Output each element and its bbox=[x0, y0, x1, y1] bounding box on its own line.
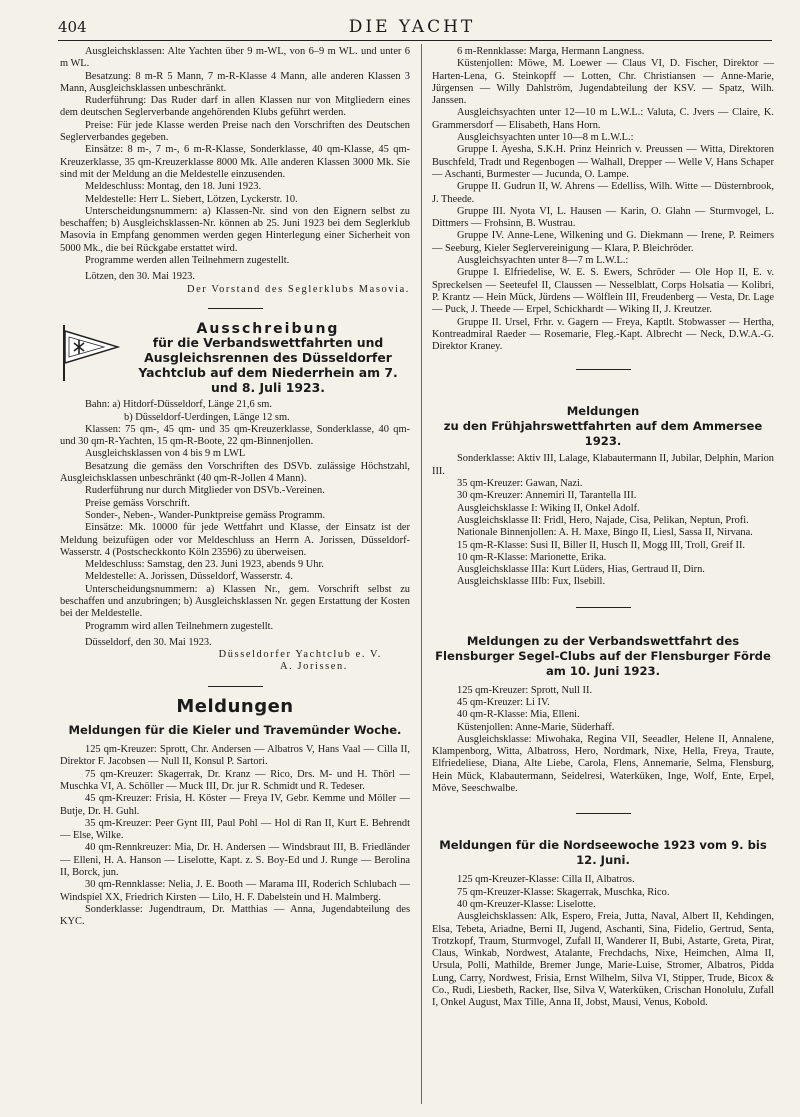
club-pennant-icon bbox=[60, 323, 120, 381]
paragraph: 6 m-Rennklasse: Marga, Hermann Langness. bbox=[457, 46, 645, 57]
paragraph: Einsätze: 8 m-, 7 m-, 6 m-R-Klasse, Sonderklasse, 40 qm-Klasse, 45 qm-Kreuzerklasse, 35 qm-Kreuzerklasse 8000 Mk. Alle anderen Klassen 3000 Mk. Sie sind mit der Meldung an die Meldestelle einzusenden. bbox=[60, 144, 410, 180]
paragraph: Besatzung: 8 m-R 5 Mann, 7 m-R-Klasse 4 Mann, alle anderen Klassen 3 Mann, Ausgleichsklassen unbeschränkt. bbox=[60, 70, 410, 94]
date-line: Düsseldorf, den 30. Mai 1923. bbox=[85, 636, 212, 648]
paragraph: Programm wird allen Teilnehmern zugestellt. bbox=[85, 620, 274, 632]
paragraph: Gruppe II. Ursel, Frhr. v. Gagern — Freya, Kaptlt. Stobwasser — Hertha, Kontreadmiral Raeder — Rosemarie, Fleg.-Kapt. Albrecht — Neck, D.W.A.-G. Direktor Kraney. bbox=[432, 316, 774, 353]
page-number: 404 bbox=[58, 18, 87, 36]
paragraph: Ruderführung: Das Ruder darf in allen Klassen nur von Mitgliedern eines dem deutschen Seglerverbande angehörenden Klubs geführt werden. bbox=[60, 95, 410, 119]
separator-rule bbox=[576, 369, 631, 370]
paragraph: 40 qm-Kreuzer-Klasse: Liselotte. bbox=[457, 898, 596, 910]
paragraph: Meldestelle: A. Jorissen, Düsseldorf, Wasserstr. 4. bbox=[85, 571, 293, 583]
paragraph: Sonderklasse: Jugendtraum, Dr. Matthias — Anna, Jugendabteilung des KYC. bbox=[60, 903, 410, 928]
paragraph: Besatzung die gemäss den Vorschriften des DSVb. zulässige Höchstzahl, Ausgleichsklassen unbeschränkt (40 qm-R-Jollen 4 Mann). bbox=[60, 460, 410, 485]
header-rule bbox=[58, 40, 772, 41]
paragraph: Küstenjollen: Möwe, M. Loewer — Claus VI, D. Fischer, Direktor — Harten-Lena, G. Steinkopff — Lotten, Chr. Christiansen — Anne-Marie, Jürgensen — Willy Dahlström, Jugendabteilung der KSV. — Spatz, Wilh. Janssen. bbox=[432, 58, 774, 107]
paragraph: Ruderführung nur durch Mitglieder von DSVb.-Vereinen. bbox=[85, 485, 325, 497]
paragraph: Meldeschluss: Montag, den 18. Juni 1923. bbox=[85, 181, 262, 193]
paragraph: 125 qm-Kreuzer: Sprott, Null II. bbox=[457, 684, 593, 696]
page-header bbox=[58, 18, 766, 40]
paragraph: Sonderklasse: Aktiv III, Lalage, Klabautermann II, Jubilar, Delphin, Marion III. bbox=[432, 453, 774, 477]
paragraph: Ausgleichsklassen von 4 bis 9 m LWL bbox=[85, 448, 246, 460]
running-title: DIE YACHT bbox=[348, 17, 476, 37]
paragraph: b) Düsseldorf-Uerdingen, Länge 12 sm. bbox=[124, 411, 290, 423]
date-line: Lötzen, den 30. Mai 1923. bbox=[85, 271, 195, 283]
paragraph: 45 qm-Kreuzer: Frisia, H. Köster — Freya IV, Gebr. Kemme und Möller — Butje, Dr. H. Guhl. bbox=[60, 793, 410, 817]
paragraph: 45 qm-Kreuzer: Li IV. bbox=[457, 696, 550, 708]
section-title: Meldungen für die Nordseewoche 1923 vom 9. bis 12. Juni. bbox=[439, 838, 767, 868]
separator-rule bbox=[208, 686, 263, 687]
section-title: Meldungen bbox=[566, 404, 640, 419]
paragraph: Gruppe II. Gudrun II, W. Ahrens — Edelliss, Wilh. Witte — Düsternbrook, J. Theede. bbox=[432, 181, 774, 205]
paragraph: Meldeschluss: Samstag, den 23. Juni 1923, abends 9 Uhr. bbox=[85, 559, 324, 571]
paragraph: Gruppe IV. Anne-Lene, Wilkening und G. Diekmann — Irene, P. Reimers — Seeburg, Kieler Seglervereinigung — Klara, P. Bleichröder. bbox=[432, 230, 774, 254]
paragraph: Ausgleichsyachten unter 12—10 m L.W.L.: Valuta, C. Jvers — Claire, K. Grammersdorf — Elisabeth, Hans Horn. bbox=[432, 107, 774, 131]
paragraph: Ausgleichsklasse: Miwohaka, Regina VII, Seeadler, Helene II, Annalene, Klampenborg, Witta, Albatross, Hero, Nordmark, Nixe, Hella, Freya, Traute, Elfriedeliese, Diana, Alte Liebe, Carola, Flens, Annemarie, Selma, Flensburg, Hein Mück, Klabautermann, Seidelresi, Waterküken, Inge, Wolf, Ente, Erpel, Möve, Seeschwalbe. bbox=[432, 733, 774, 795]
paragraph: Bahn: a) Hitdorf-Düsseldorf, Länge 21,6 sm. bbox=[85, 399, 272, 411]
paragraph: 75 qm-Kreuzer: Skagerrak, Dr. Kranz — Rico, Drs. M- und H. Thörl — Muschka VI, A. Schöller — Muck III, Dr. jur R. Schmidt und R. Tedeser. bbox=[60, 768, 410, 792]
paragraph: Gruppe I. Elfriedelise, W. E. S. Ewers, Schröder — Ole Hop II, E. v. Spreckelsen — Seeteufel II, Claussen — Nesselblatt, Corps Holsatia — Kolibri, P. Krantz — Hein Mück, Jürdens — Wölflein III, Freudenberg — Vesta, Dr. Lage — Puck, J. Theede — Erpel, Schickhardt — Wiking II, J. Kreutzer. bbox=[432, 267, 774, 316]
section-title: Meldungen bbox=[176, 695, 294, 717]
paragraph: 125 qm-Kreuzer: Sprott, Chr. Andersen — Albatros V, Hans Vaal — Cilla II, Direktor F. Jacobsen — Null II, Konsul P. Sartori. bbox=[60, 744, 410, 768]
section-subtitle: Meldungen für die Kieler und Travemünder Woche. bbox=[68, 723, 402, 738]
paragraph: Preise: Für jede Klasse werden Preise nach den Vorschriften des Deutschen Seglerverbandes gegeben. bbox=[60, 119, 410, 144]
paragraph: Ausgleichsklasse II: Fridl, Hero, Najade, Cisa, Pelikan, Neptun, Profi. bbox=[457, 514, 749, 526]
paragraph: Ausgleichsklasse IIIb: Fux, Ilsebill. bbox=[457, 576, 606, 588]
paragraph: Programme werden allen Teilnehmern zugestellt. bbox=[85, 255, 290, 267]
section-subtitle: zu den Frühjahrswettfahrten auf dem Ammersee 1923. bbox=[443, 419, 763, 449]
section-title: Meldungen zu der Verbandswettfahrt des Flensburger Segel-Clubs auf der Flensburger Förde am 10. Juni 1923. bbox=[435, 633, 771, 678]
paragraph: 125 qm-Kreuzer-Klasse: Cilla II, Albatros. bbox=[457, 874, 635, 886]
paragraph: Gruppe I. Ayesha, S.K.H. Prinz Heinrich v. Preussen — Witta, Direktoren Buschfeld, Tradt und Regenbogen — Walhall, Drepper — Welle V, Hans Schaper — Aschanti, Burmester — Jucunda, O. Lampe. bbox=[432, 144, 774, 180]
right-column bbox=[432, 46, 774, 1010]
paragraph: 15 qm-R-Klasse: Susi II, Biller II, Husch II, Mogg III, Troll, Greif II. bbox=[457, 539, 746, 551]
paragraph: Ausgleichsklasse I: Wiking II, Onkel Adolf. bbox=[457, 502, 640, 514]
section-subtitle: für die Verbandswettfahrten und Ausgleichsrennen des Düsseldorfer Yachtclub auf dem Niederrhein am 7. und 8. Juli 1923. bbox=[138, 335, 398, 396]
paragraph: Unterscheidungsnummern: a) Klassen-Nr. sind von den Eignern selbst zu beschaffen; b) Ausgleichsklassen-Nr. können ab 25. Juni 1923 bei dem Seglerklub Masovia in Empfang genommen werden gegen Hinterlegung einer Sicherheit von 5000 Mk., die bei Rückgabe erstattet wird. bbox=[60, 205, 410, 254]
paragraph: Nationale Binnenjollen: A. H. Maxe, Bingo II, Liesl, Sassa II, Nirvana. bbox=[457, 527, 753, 539]
column-rule bbox=[421, 44, 422, 1104]
paragraph: Sonder-, Neben-, Wander-Punktpreise gemäss Programm. bbox=[85, 509, 326, 521]
separator-rule bbox=[576, 607, 631, 608]
ausschreibung-heading bbox=[60, 320, 410, 396]
separator-rule bbox=[208, 308, 263, 309]
paragraph: Ausgleichsyachten unter 10—8 m L.W.L.: bbox=[457, 132, 634, 144]
signature: A. Jorissen. bbox=[280, 661, 348, 673]
left-column bbox=[60, 46, 410, 929]
paragraph: Küstenjollen: Anne-Marie, Süderhaff. bbox=[457, 721, 615, 733]
paragraph: Ausgleichsklasse IIIa: Kurt Lüders, Hias, Gertraud II, Dirn. bbox=[457, 564, 705, 576]
paragraph: 35 qm-Kreuzer: Peer Gynt III, Paul Pohl — Hol di Ran II, Kurt E. Behrendt — Else, Wilke. bbox=[60, 817, 410, 842]
paragraph: 75 qm-Kreuzer-Klasse: Skagerrak, Muschka, Rico. bbox=[457, 886, 670, 898]
paragraph: Einsätze: Mk. 10000 für jede Wettfahrt und Klasse, der Einsatz ist der Meldung beizufügen oder vor Meldeschluss an Herrn A. Jorissen, Düsseldorf-Wasserstr. 4 (Postscheckkonto Köln 23596) zu überweisen. bbox=[60, 522, 410, 558]
paragraph: 35 qm-Kreuzer: Gawan, Nazi. bbox=[457, 478, 583, 490]
paragraph: Unterscheidungsnummern: a) Klassen Nr., gem. Vorschrift selbst zu beschaffen und anzubringen; b) Ausgleichsklassen Nr. gegen Erstattung der Kosten bei der Meldestelle. bbox=[60, 583, 410, 620]
paragraph: Klassen: 75 qm-, 45 qm- und 35 qm-Kreuzerklasse, Sonderklasse, 40 qm- und 30 qm-R-Yachten, 15 qm-R-Boote, 22 qm-Binnenjollen. bbox=[60, 423, 410, 448]
signature: Düsseldorfer Yachtclub e. V. bbox=[218, 649, 382, 661]
paragraph: Meldestelle: Herr L. Siebert, Lötzen, Lyckerstr. 10. bbox=[85, 193, 298, 205]
paragraph: 30 qm-Rennklasse: Nelia, J. E. Booth — Marama III, Roderich Schlubach — Windspiel XX, Friedrich Kirsten — Lilo, H. F. Dabelstein und H. Malmberg. bbox=[60, 879, 410, 903]
paragraph: Gruppe III. Nyota VI, L. Hausen — Karin, O. Glahn — Sturmvogel, L. Dittmers — Frohsinn, B. Wustrau. bbox=[432, 205, 774, 230]
paragraph: Ausgleichsklassen: Alte Yachten über 9 m-WL, von 6–9 m WL. und unter 6 m WL. bbox=[60, 46, 410, 70]
paragraph: 40 qm-Rennkreuzer: Mia, Dr. H. Andersen — Windsbraut III, B. Friedländer — Elleni, H. A. Hanson — Liselotte, Kapt. z. S. Boy-Ed und J. Runge — Berolina II, Borck, jun. bbox=[60, 842, 410, 879]
paragraph: 30 qm-Kreuzer: Annemiri II, Tarantella III. bbox=[457, 490, 637, 502]
paragraph: 10 qm-R-Klasse: Marionette, Erika. bbox=[457, 551, 607, 563]
paragraph: Preise gemäss Vorschrift. bbox=[85, 497, 190, 509]
paragraph: Ausgleichsklassen: Alk, Espero, Freia, Jutta, Naval, Albert II, Kehdingen, Elsa, Tebeta, Ariadne, Berni II, Jugend, Aschanti, Sina, Fidelio, Gertrud, Senta, Trotzkopf, Traum, Sturmvogel, Zufall II, Wanderer II, Bubi, Astarte, Greta, Pirat, Claus, Winkab, Nordwest, Atalante, Frechdachs, Nixe, Heimchen, Alma II, Ursula, Polli, Mathilde, Bremer Junge, Marie-Luise, Stromer, Albatros, Pidda Lung, Carry, Nordwest, Frisia, Ernst Wilhelm, Silva VI, Stipper, Trude, Bicox & Co., Rudi, Liesbeth, Racker, Ilse, Silva V, Waterküken, Crischan Honolulu, Zufall I, Onkel August, Max Tille, Anna II, Jobst, Mausi, Venus, Kobold. bbox=[432, 911, 774, 1009]
separator-rule bbox=[576, 813, 631, 814]
paragraph: 40 qm-R-Klasse: Mia, Elleni. bbox=[457, 709, 580, 721]
section-title: Ausschreibung bbox=[196, 320, 340, 337]
signature: Der Vorstand des Seglerklubs Masovia. bbox=[186, 283, 410, 295]
paragraph: Ausgleichsyachten unter 8—7 m L.W.L.: bbox=[457, 255, 629, 267]
